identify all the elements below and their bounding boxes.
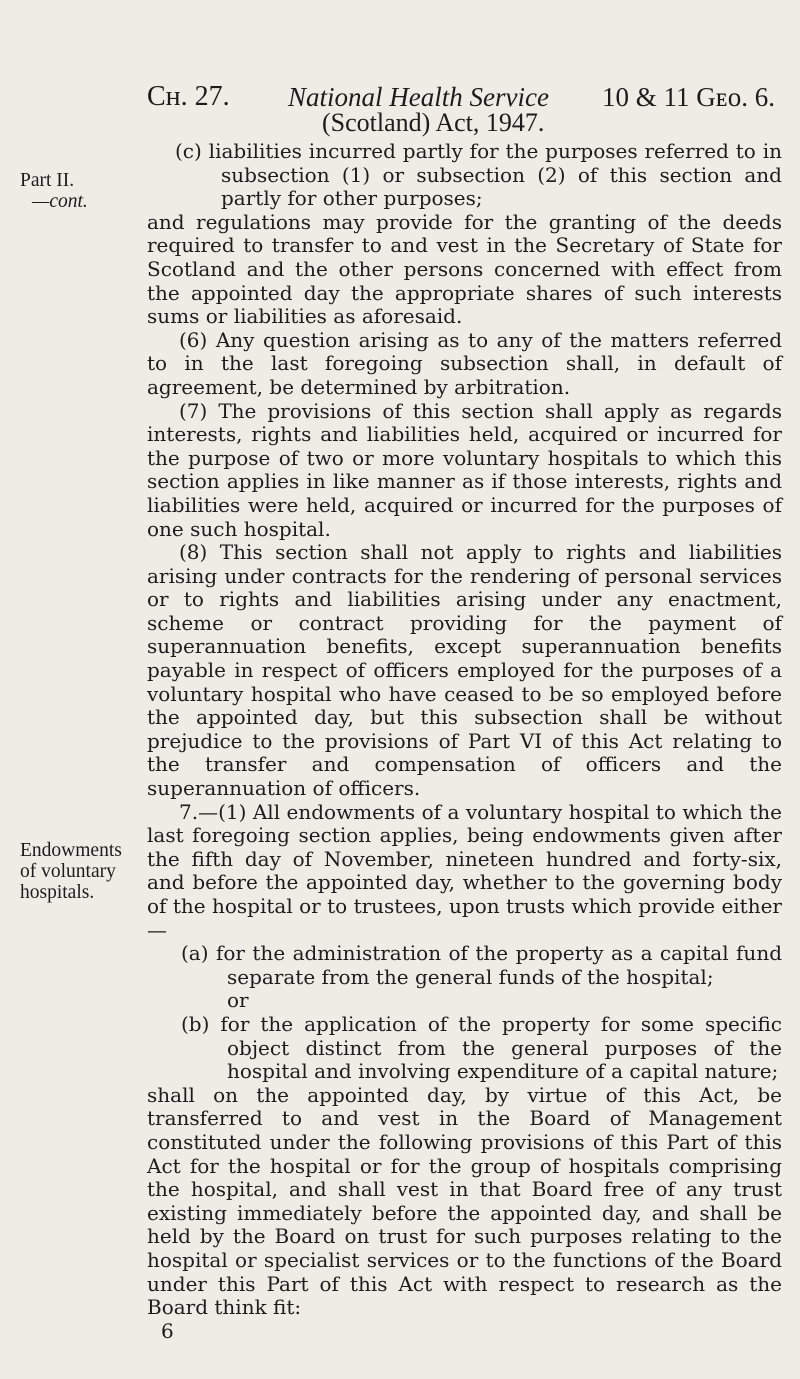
- act-subtitle: (Scotland) Act, 1947.: [322, 108, 545, 137]
- para-shall: shall on the appointed day, by virtue of this Act, be transferred to and vest in the Board of Management constituted under the following provisions of this Part of this Act for the hospital or for the group of hospitals comprising the hospital, and shall vest in that Board free of any trust existing immediately before the appointed day, and shall be held by the Board on trust for such purposes relating to the hospital or specialist services or to the functions of the Board under this Part of this Act with respect to research as the Board think fit:: [147, 1082, 782, 1320]
- item-c: (c) liabilities incurred partly for the purposes referred to in subsection (1) or subsection (2) of this section and partly for other purposes;: [175, 139, 782, 211]
- act-title: National Health Service: [288, 82, 549, 112]
- margin-note-endowments: [20, 840, 122, 903]
- para-7: (7) The provisions of this section shall apply as regards interests, rights and liabilities held, acquired or incurred for the purpose of two or more voluntary hospitals to which this section applies in like manner as if those interests, rights and liabilities were held, acquired or incurred for the purposes of one such hospital.: [147, 398, 782, 541]
- section-7-1: 7.—(1) All endowments of a voluntary hospital to which the last foregoing section applies, being endowments given after the fifth day of November, nineteen hundred and forty-six, and before the appointed day, whether to the governing body of the hospital or to trustees, upon trusts which provide either—: [147, 799, 782, 942]
- margin-cont-label: —cont.: [32, 191, 88, 212]
- regnal-year: 10 & 11 Gᴇᴏ. 6.: [602, 82, 775, 112]
- page-number: 6: [161, 1318, 174, 1343]
- margin-part: [20, 170, 88, 212]
- document-body: [147, 140, 782, 1343]
- item-a: (a) for the administration of the property as a capital fund separate from the general funds of the hospital;: [181, 941, 782, 989]
- chapter-number: Cʜ. 27.: [147, 81, 230, 112]
- item-b: (b) for the application of the property for some specific object distinct from the general purposes of the hospital and involving expenditure of a capital nature;: [181, 1011, 782, 1084]
- margin-note-line-2: of voluntary: [20, 861, 116, 882]
- para-6: (6) Any question arising as to any of the matters referred to in the last foregoing subsection shall, in default of agreement, be determined by arbitration.: [147, 327, 782, 399]
- para-8: (8) This section shall not apply to rights and liabilities arising under contracts for the rendering of personal services or to rights and liabilities arising under any enactment, scheme or contract providing for the payment of superannuation benefits, except superannuation benefits payable in respect of officers employed for the purposes of a voluntary hospital who have ceased to be so employed before the appointed day, but this subsection shall be without prejudice to the provisions of Part VI of this Act relating to the transfer and compensation of officers and the superannuation of officers.: [147, 540, 782, 801]
- margin-note-line-3: hospitals.: [20, 882, 95, 903]
- margin-part-label: Part II.: [20, 170, 75, 191]
- margin-note-line-1: Endowments: [20, 840, 122, 861]
- or-connector: or: [227, 988, 249, 1013]
- para-regulations: and regulations may provide for the granting of the deeds required to transfer to and vest in the Secretary of State for Scotland and the other persons concerned with effect from the appointed day the appropriate shares of such interests sums or liabilities as aforesaid.: [147, 209, 782, 329]
